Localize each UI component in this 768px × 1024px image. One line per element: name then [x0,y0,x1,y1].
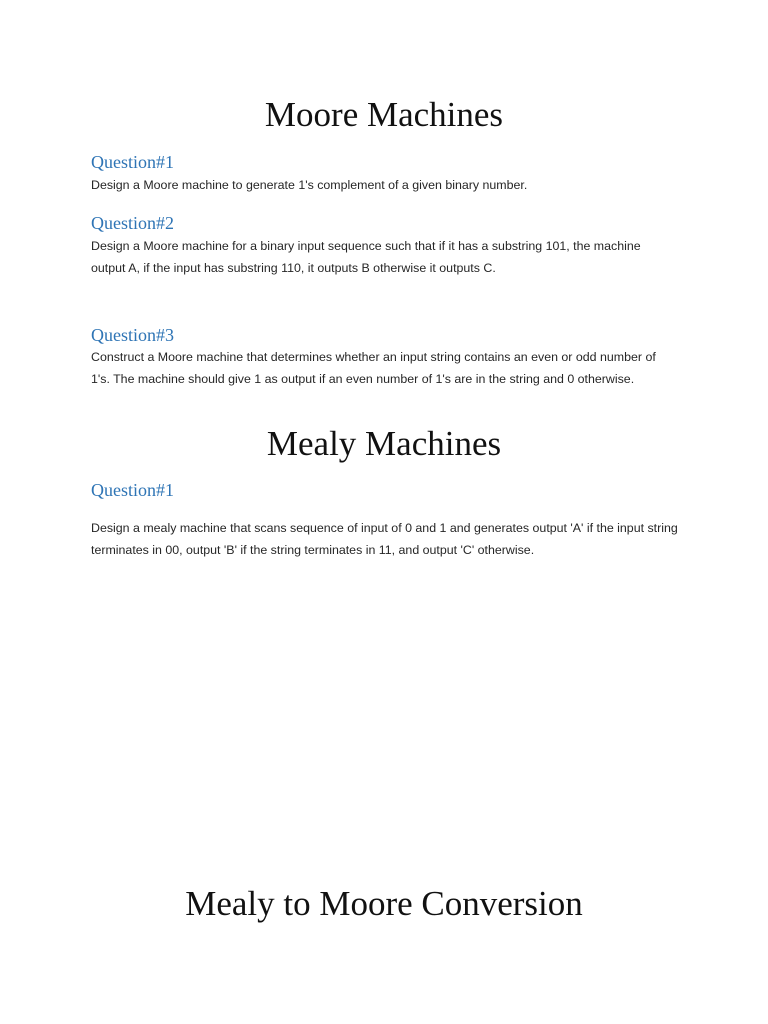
moore-machines-title: Moore Machines [264,95,504,134]
moore-question-1-heading: Question#1 [91,152,174,172]
moore-question-1-text: Design a Moore machine to generate 1's complement of a given binary number. [91,178,528,192]
moore-question-3-text: Construct a Moore machine that determines whether an input string contains an even or odd number of 1's. The machine should give 1 as output if an even number of 1's are in the string and 0 otherwise. [91,350,656,386]
mealy-question-1-text: Design a mealy machine that scans sequence of input of 0 and 1 and generates output 'A' if the input string terminates in 00, output 'B' if the string terminates in 11, and output 'C' otherwise. [91,521,678,557]
mealy-question-1-heading: Question#1 [91,480,174,500]
moore-question-2-heading: Question#2 [91,213,174,233]
moore-question-3-heading: Question#3 [91,325,174,345]
mealy-machines-title: Mealy Machines [266,424,502,463]
moore-question-2-text: Design a Moore machine for a binary input sequence such that if it has a substring 101, the machine output A, if the input has substring 110, it outputs B otherwise it outputs C. [91,239,641,275]
mealy-to-moore-conversion-title: Mealy to Moore Conversion [185,884,583,923]
